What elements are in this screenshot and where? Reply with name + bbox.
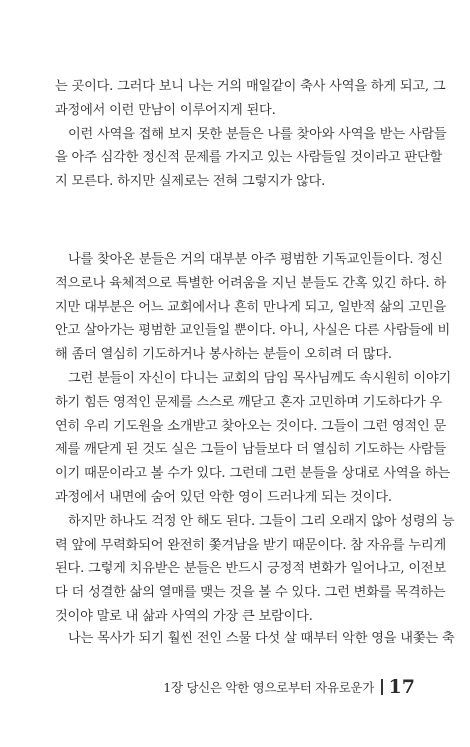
text-line: 이런 사역을 접해 보지 못한 분들은 나를 찾아와 사역을 받는 사람들 xyxy=(68,126,447,142)
text-line: 지만 대부분은 어느 교회에서나 흔히 만나게 되고, 일반적 삶의 고민을 xyxy=(55,299,447,315)
text-line: 것이야 말로 내 삶과 사역의 가장 큰 보람이다. xyxy=(55,608,313,624)
text-line: 된다. 그렇게 치유받은 분들은 반드시 긍정적 변화가 일어나고, 이전보 xyxy=(55,561,447,577)
page-number: 17 xyxy=(388,676,415,698)
paragraph-group-1 xyxy=(55,75,447,194)
text-line: 해 좀더 열심히 기도하거나 봉사하는 분들이 오히려 더 많다. xyxy=(55,347,392,363)
page-footer xyxy=(163,672,415,698)
text-line: 하지만 하나도 걱정 안 해도 된다. 그들이 그리 오래지 않아 성령의 능 xyxy=(68,513,455,529)
running-header-chapter: 1장 당신은 악한 영으로부터 자유로운가 xyxy=(163,680,375,695)
text-line: 과정에서 내면에 숨어 있던 악한 영이 드러나게 되는 것이다. xyxy=(55,489,392,505)
text-line: 는 곳이다. 그러다 보니 나는 거의 매일같이 축사 사역을 하게 되고, 그 xyxy=(55,79,446,94)
text-line: 이기 때문이라고 볼 수가 있다. 그런데 그런 분들을 상대로 사역을 하는 xyxy=(55,466,451,482)
text-line: 과정에서 이런 만남이 이루어지게 된다. xyxy=(55,102,276,118)
text-line: 안고 살아가는 평범한 교인들일 뿐이다. 아니, 사실은 다른 사람들에 비 xyxy=(55,323,451,339)
text-line: 다 더 성결한 삶의 열매를 맺는 것을 볼 수 있다. 그런 변화를 목격하는 xyxy=(55,585,446,601)
text-line: 그런 분들이 자신이 다니는 교회의 담임 목사님께도 속시원히 이야기 xyxy=(68,370,452,386)
paragraph-group-2 xyxy=(55,248,455,629)
text-line: 을 아주 심각한 정신적 문제를 가지고 있는 사람들일 것이라고 판단할 xyxy=(55,150,443,166)
text-line: 나를 찾아온 분들은 거의 대부분 아주 평범한 기독교인들이다. 정신 xyxy=(68,252,443,267)
text-line: 지 모른다. 하지만 실제로는 전혀 그렇지가 않다. xyxy=(55,174,326,190)
text-line: 제를 깨닫게 된 것도 실은 그들이 남들보다 더 열심히 기도하는 사람들 xyxy=(55,442,447,458)
text-line: 적으로나 육체적으로 특별한 어려움을 지닌 분들도 간혹 있긴 하다. 하 xyxy=(55,275,447,291)
paragraph-group-3 xyxy=(55,627,455,651)
text-line: 연히 우리 기도원을 소개받고 찾아오는 것이다. 그들이 그런 영적인 문 xyxy=(55,418,447,434)
footer-divider xyxy=(381,679,383,695)
text-line: 력 앞에 무력화되어 완전히 쫓겨남을 받기 때문이다. 참 자유를 누리게 xyxy=(55,537,447,553)
text-line: 나는 목사가 되기 훨씬 전인 스물 다섯 살 때부터 악한 영을 내쫓는 축 xyxy=(68,631,455,646)
text-line: 하기 힘든 영적인 문제를 스스로 깨닫고 혼자 고민하며 기도하다가 우 xyxy=(55,394,443,410)
